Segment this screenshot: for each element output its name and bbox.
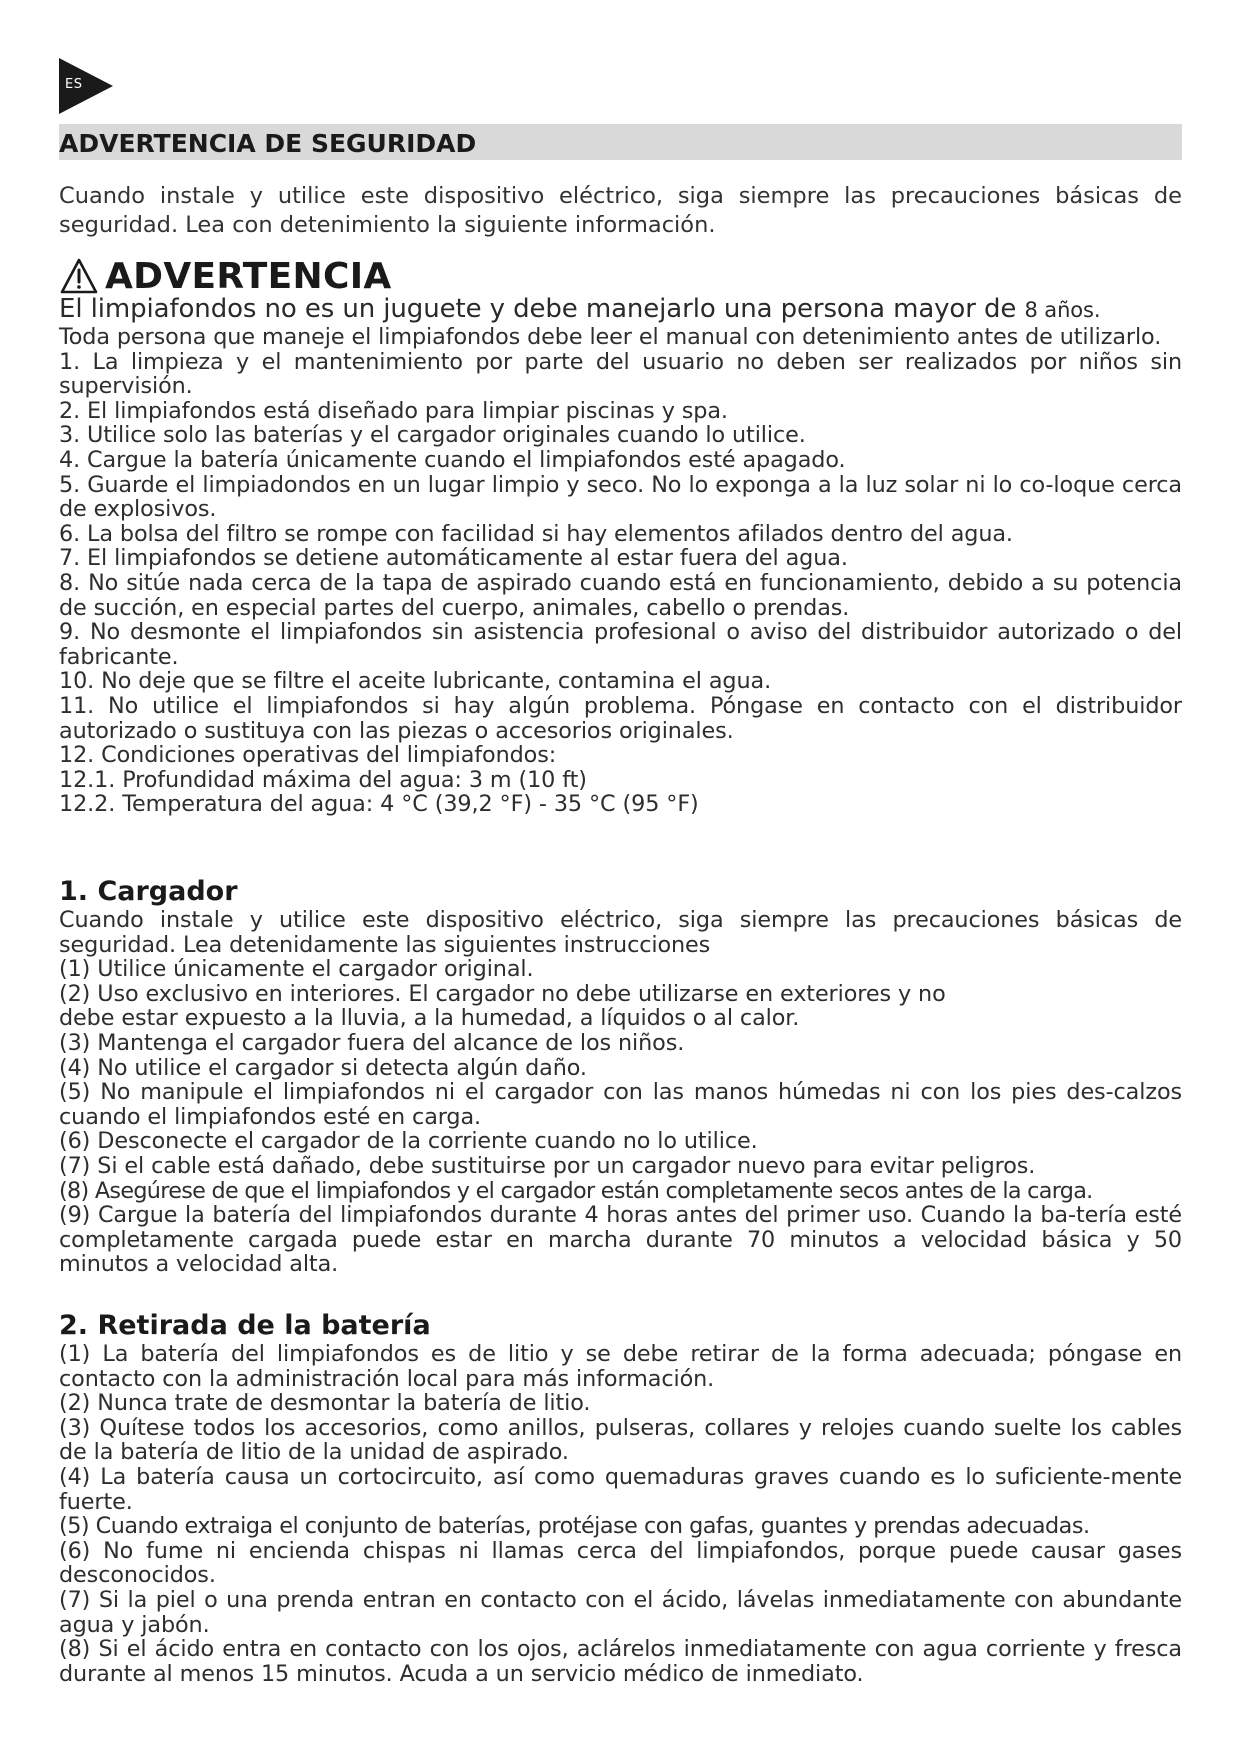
- warning-list: [59, 294, 1182, 817]
- warning-item: 12.1. Profundidad máxima del agua: 3 m (10 ft): [59, 766, 587, 793]
- charger-item: (2) Uso exclusivo en interiores. El cargador no debe utilizarse en exteriores y no: [59, 980, 946, 1007]
- warning-item: 4. Cargue la batería únicamente cuando el limpiafondos esté apagado.: [59, 446, 846, 473]
- charger-item: (9) Cargue la batería del limpiafondos durante 4 horas antes del primer uso. Cuando la ba-tería esté completamente cargada puede estar en marcha durante 70 minutos a velocidad básica y 50 minutos a velocidad alta.: [59, 1202, 1182, 1278]
- warning-lead-text: El limpiafondos no es un juguete y debe manejarlo una persona mayor de: [59, 294, 1025, 324]
- language-label: ES: [65, 77, 83, 92]
- intro-paragraph: Cuando instale y utilice este dispositivo eléctrico, siga siempre las precauciones básicas de seguridad. Lea con detenimiento la siguiente información.: [59, 183, 1182, 238]
- charger-item: (1) Utilice únicamente el cargador original.: [59, 956, 534, 983]
- charger-item: (8) Asegúrese de que el limpiafondos y el cargador están completamente secos antes de la carga.: [59, 1177, 1093, 1204]
- charger-item: (4) No utilice el cargador si detecta algún daño.: [59, 1054, 587, 1081]
- charger-section-title: 1. Cargador: [59, 876, 238, 907]
- warning-item: 12. Condiciones operativas del limpiafondos:: [59, 742, 557, 769]
- section-header-bar: [59, 124, 1182, 160]
- warning-item: 8. No sitúe nada cerca de la tapa de aspirado cuando está en funcionamiento, debido a su potencia de succión, en especial partes del cuerpo, animales, cabello o prendas.: [59, 569, 1182, 621]
- charger-item: (7) Si el cable está dañado, debe sustituirse por un cargador nuevo para evitar peligros.: [59, 1152, 1036, 1179]
- warning-item: 6. La bolsa del filtro se rompe con facilidad si hay elementos afilados dentro del agua.: [59, 520, 1013, 547]
- warning-lead-age: 8 años.: [1024, 298, 1101, 322]
- charger-item: (6) Desconecte el cargador de la corriente cuando no lo utilice.: [59, 1128, 758, 1155]
- warning-item: 11. No utilice el limpiafondos si hay algún problema. Póngase en contacto con el distribuidor autorizado o sustituya con las piezas o accesorios originales.: [59, 692, 1182, 744]
- warning-item: 1. La limpieza y el mantenimiento por parte del usuario no deben ser realizados por niños sin supervisión.: [59, 348, 1182, 400]
- warning-heading: [59, 254, 392, 298]
- section-title: ADVERTENCIA DE SEGURIDAD: [59, 129, 477, 158]
- battery-item: (2) Nunca trate de desmontar la batería de litio.: [59, 1390, 591, 1417]
- warning-triangle-icon: [59, 257, 99, 295]
- warning-item: 3. Utilice solo las baterías y el cargador originales cuando lo utilice.: [59, 422, 806, 449]
- charger-item: (5) No manipule el limpiafondos ni el cargador con las manos húmedas ni con los pies des-calzos cuando el limpiafondos esté en carga.: [59, 1079, 1182, 1130]
- battery-item: (4) La batería causa un cortocircuito, así como quemaduras graves cuando es lo suficiente-mente fuerte.: [59, 1463, 1182, 1515]
- battery-item: (3) Quítese todos los accesorios, como anillos, pulseras, collares y relojes cuando suelte los cables de la batería de litio de la unidad de aspirado.: [59, 1414, 1182, 1466]
- battery-item: (1) La batería del limpiafondos es de litio y se debe retirar de la forma adecuada; póngase en contacto con la administración local para más información.: [59, 1341, 1182, 1392]
- charger-item: debe estar expuesto a la lluvia, a la humedad, a líquidos o al calor.: [59, 1005, 800, 1032]
- warning-lead: [59, 294, 1182, 325]
- battery-item: (6) No fume ni encienda chispas ni llamas cerca del limpiafondos, porque puede causar gases desconocidos.: [59, 1537, 1182, 1589]
- charger-item: (3) Mantenga el cargador fuera del alcance de los niños.: [59, 1029, 685, 1056]
- language-tab: [59, 58, 113, 114]
- warning-item: 10. No deje que se filtre el aceite lubricante, contamina el agua.: [59, 668, 772, 695]
- battery-section-title: 2. Retirada de la batería: [59, 1310, 431, 1341]
- charger-item: Cuando instale y utilice este dispositivo eléctrico, siga siempre las precauciones básicas de seguridad. Lea detenidamente las siguientes instrucciones: [59, 907, 1182, 958]
- warning-item: 12.2. Temperatura del agua: 4 °C (39,2 °F) - 35 °C (95 °F): [59, 791, 699, 818]
- battery-item: (5) Cuando extraiga el conjunto de baterías, protéjase con gafas, guantes y prendas adecuadas.: [59, 1513, 1090, 1540]
- warning-item: 9. No desmonte el limpiafondos sin asistencia profesional o aviso del distribuidor autorizado o del fabricante.: [59, 619, 1182, 670]
- battery-item: (7) Si la piel o una prenda entran en contacto con el ácido, lávelas inmediatamente con abundante agua y jabón.: [59, 1586, 1182, 1638]
- warning-item: Toda persona que maneje el limpiafondos debe leer el manual con detenimiento antes de utilizarlo.: [59, 324, 1162, 350]
- battery-item: (8) Si el ácido entra en contacto con los ojos, aclárelos inmediatamente con agua corriente y fresca durante al menos 15 minutos. Acuda a un servicio médico de inmediato.: [59, 1636, 1182, 1687]
- warning-item: 7. El limpiafondos se detiene automáticamente al estar fuera del agua.: [59, 545, 848, 572]
- battery-list: [59, 1342, 1182, 1686]
- warning-item: 2. El limpiafondos está diseñado para limpiar piscinas y spa.: [59, 397, 728, 424]
- warning-item: 5. Guarde el limpiadondos en un lugar limpio y seco. No lo exponga a la luz solar ni lo co-loque cerca de explosivos.: [59, 471, 1182, 523]
- charger-list: [59, 908, 1182, 1277]
- warning-title: ADVERTENCIA: [105, 255, 392, 297]
